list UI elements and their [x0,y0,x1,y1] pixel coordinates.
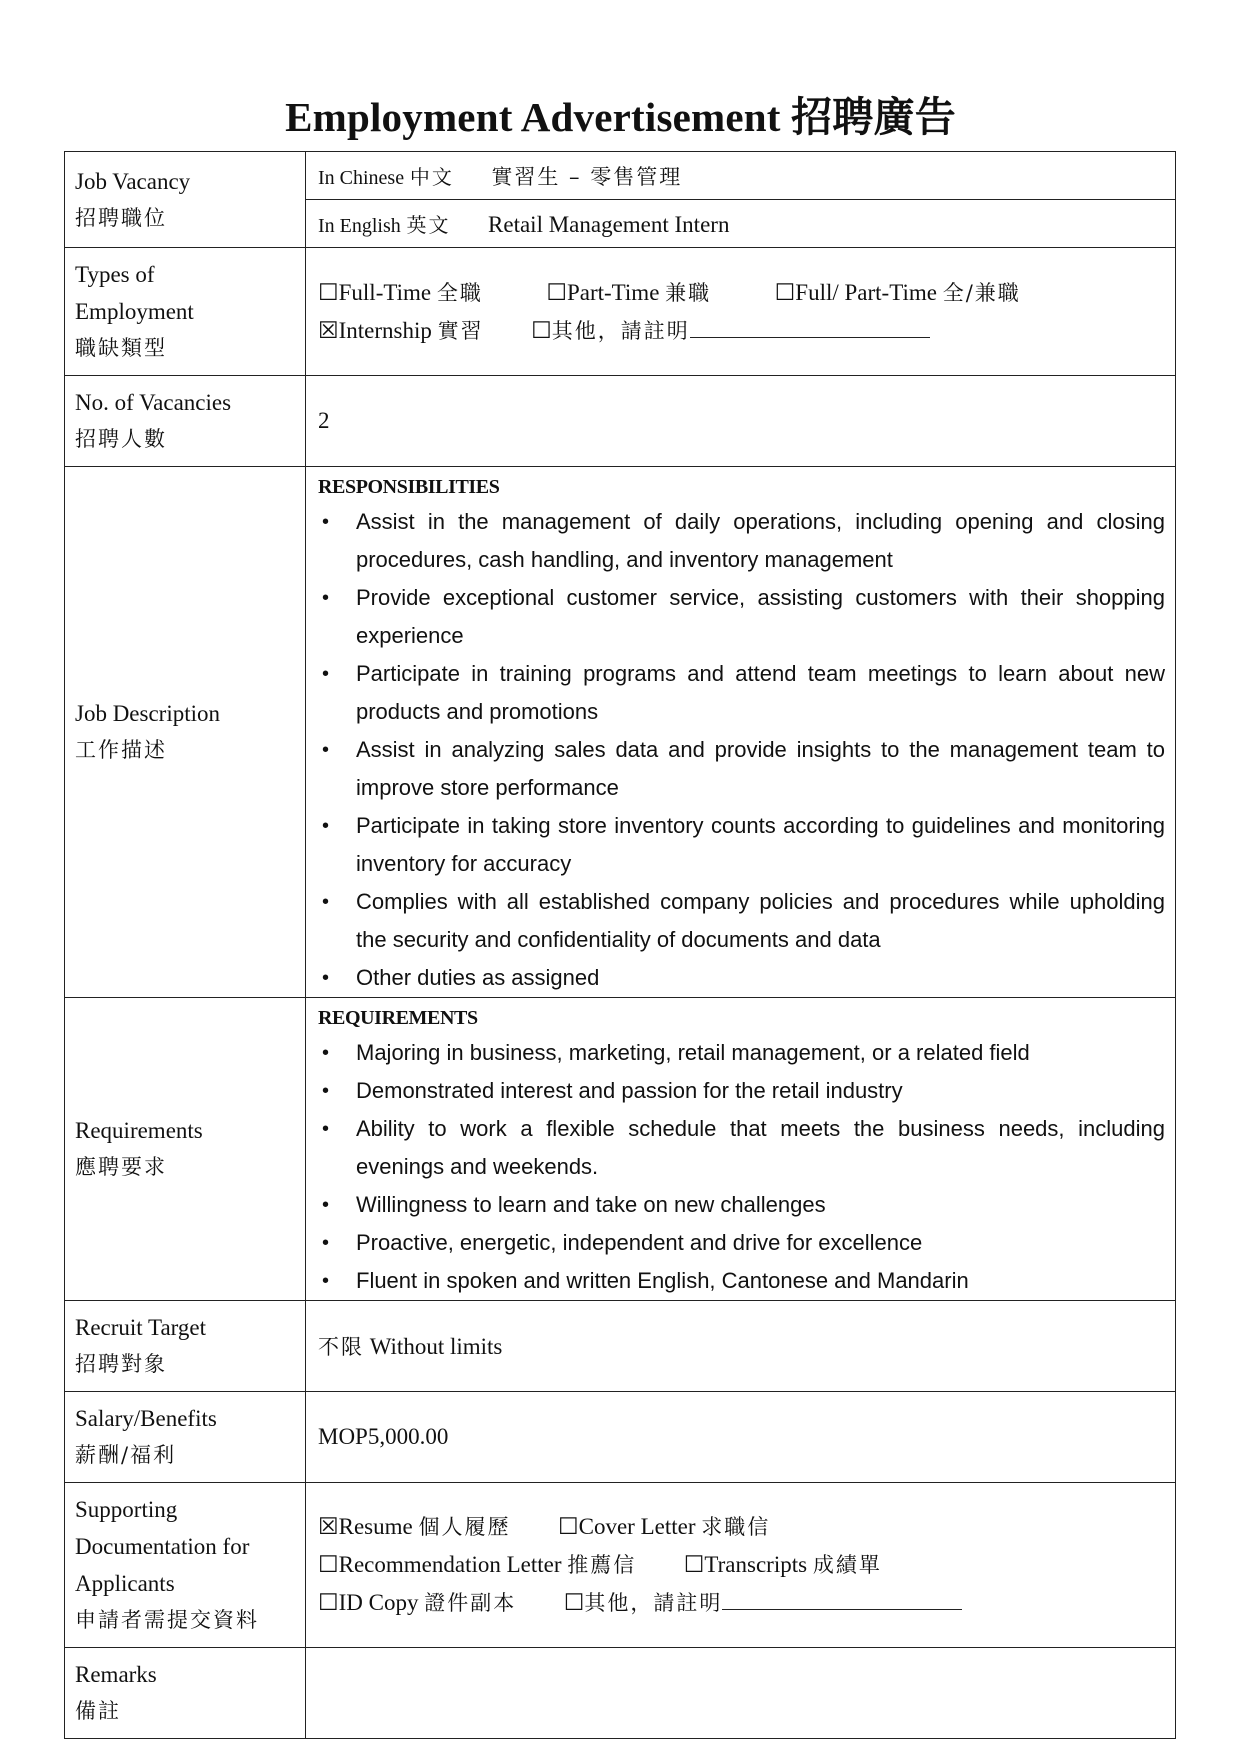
requirements-heading: REQUIREMENTS [318,1007,478,1029]
salary-label-zh: 薪酬/福利 [75,1443,177,1467]
list-item: • Willingness to learn and take on new challenges [356,1186,1165,1224]
option-full-part-time[interactable]: ☐Full/ Part-Time 全/兼職 [774,279,1021,305]
option-other-docs[interactable]: ☐其他，請註明 [563,1590,723,1615]
employment-type-options [306,248,1176,376]
vacancies-label [65,376,306,467]
employment-type-label [65,248,306,376]
option-other[interactable]: ☐其他，請註明 [531,317,690,343]
salary-label-en: Salary/Benefits [75,1406,217,1431]
requirements-content [306,998,1176,1301]
list-item: • Fluent in spoken and written English, Cantonese and Mandarin [356,1262,1165,1300]
list-item: • Demonstrated interest and passion for the retail industry [356,1072,1165,1110]
list-item: • Participate in taking store inventory counts according to guidelines and monitoring inventory for accuracy [356,807,1165,883]
vacancy-chinese-cell [306,152,1176,200]
vacancy-english-cell [306,200,1176,248]
employment-type-label-line2: Employment [75,299,194,324]
recruit-target-label-en: Recruit Target [75,1315,207,1340]
supporting-docs-label [65,1483,306,1648]
option-cover-letter[interactable]: ☐Cover Letter 求職信 [557,1514,771,1539]
remarks-label-en: Remarks [75,1662,157,1687]
job-description-label-en: Job Description [75,701,221,726]
english-prefix-en: In English [318,215,401,237]
list-item: • Assist in the management of daily operations, including opening and closing procedures, cash handling, and inventory management [356,503,1165,579]
option-internship[interactable]: ☒Internship 實習 [318,317,484,343]
employment-form-table [64,151,1176,1739]
vacancy-chinese-value: 實習生 – 零售管理 [491,164,683,189]
option-resume[interactable]: ☒Resume 個人履歷 [318,1514,511,1539]
supporting-docs-label-zh: 申請者需提交資料 [75,1608,259,1632]
page-title: Employment Advertisement 招聘廣告 [285,94,956,140]
option-recommendation-letter[interactable]: ☐Recommendation Letter 推薦信 [318,1552,637,1577]
list-item: • Other duties as assigned [356,959,1165,997]
other-docs-specify-blank[interactable] [722,1587,962,1610]
supporting-docs-label-line1: Supporting [75,1497,178,1522]
recruit-target-label-zh: 招聘對象 [75,1352,167,1376]
recruit-target-label [65,1301,306,1392]
english-prefix-zh: 英文 [406,213,451,237]
remarks-value[interactable] [306,1648,1176,1739]
requirements-list [318,1034,1165,1300]
requirements-label-en: Requirements [75,1118,203,1143]
requirements-label-zh: 應聘要求 [75,1155,167,1179]
vacancies-value: 2 [306,376,1176,467]
other-specify-blank[interactable] [690,315,930,338]
requirements-label [65,998,306,1301]
option-full-time[interactable]: ☐Full-Time 全職 [318,279,483,305]
recruit-target-value [306,1301,1176,1392]
employment-type-label-zh: 職缺類型 [75,336,167,360]
option-id-copy[interactable]: ☐ID Copy 證件副本 [318,1590,517,1615]
list-item: • Provide exceptional customer service, assisting customers with their shopping experience [356,579,1165,655]
list-item: • Majoring in business, marketing, retail management, or a related field [356,1034,1165,1072]
vacancies-label-zh: 招聘人數 [75,427,167,451]
supporting-docs-options [306,1483,1176,1648]
job-description-content [306,467,1176,998]
option-transcripts[interactable]: ☐Transcripts 成績單 [683,1552,882,1577]
option-part-time[interactable]: ☐Part-Time 兼職 [546,279,712,305]
recruit-target-value-en: Without limits [369,1334,503,1359]
responsibilities-heading: RESPONSIBILITIES [318,476,500,498]
responsibilities-list [318,503,1165,997]
list-item: • Assist in analyzing sales data and provide insights to the management team to improve store performance [356,731,1165,807]
job-vacancy-label-zh: 招聘職位 [75,205,167,230]
vacancies-label-en: No. of Vacancies [75,390,232,415]
job-description-label-zh: 工作描述 [75,738,167,762]
list-item: • Proactive, energetic, independent and drive for excellence [356,1224,1165,1262]
job-vacancy-label-en: Job Vacancy [75,168,191,194]
list-item: • Ability to work a flexible schedule that meets the business needs, including evenings and weekends. [356,1110,1165,1186]
job-description-label [65,467,306,998]
supporting-docs-label-line3: Applicants [75,1571,175,1596]
remarks-label-zh: 備註 [75,1699,121,1723]
vacancy-english-value: Retail Management Intern [488,212,730,237]
chinese-prefix-en: In Chinese [318,166,405,189]
chinese-prefix-zh: 中文 [409,164,454,189]
salary-label [65,1392,306,1483]
job-vacancy-label [65,152,306,248]
list-item: • Participate in training programs and attend team meetings to learn about new products and promotions [356,655,1165,731]
list-item: • Complies with all established company policies and procedures while upholding the security and confidentiality of documents and data [356,883,1165,959]
remarks-label [65,1648,306,1739]
recruit-target-value-zh: 不限 [318,1335,364,1359]
employment-type-label-line1: Types of [75,262,155,287]
supporting-docs-label-line2: Documentation for [75,1534,250,1559]
salary-value: MOP5,000.00 [306,1392,1176,1483]
